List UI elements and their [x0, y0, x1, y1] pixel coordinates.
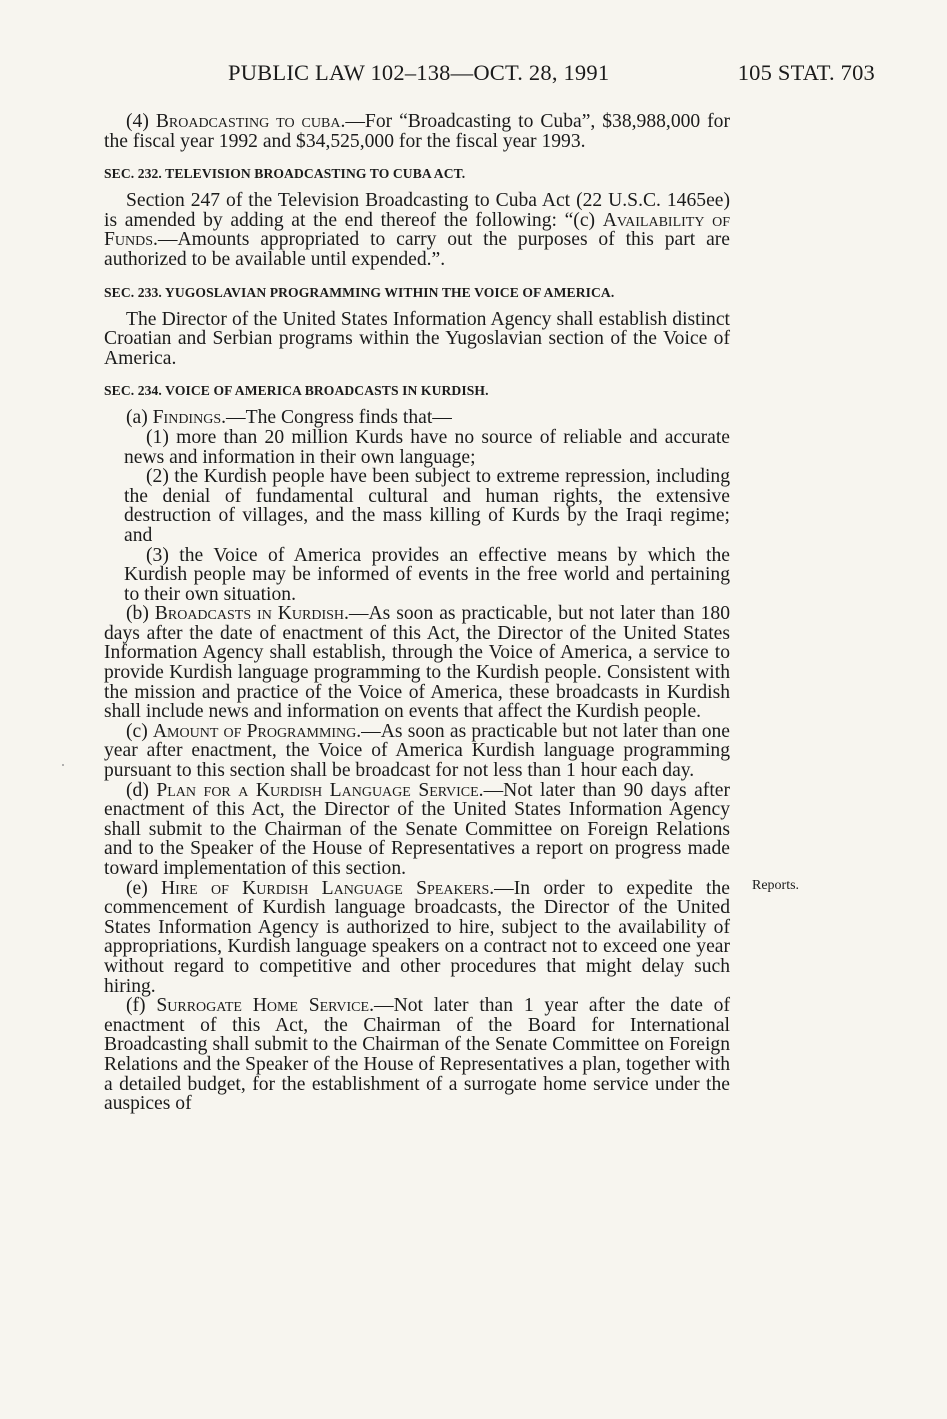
page-header [0, 60, 947, 92]
section-233-text: The Director of the United States Information Agency shall establish distinct Croatian and Serbian programs within the Yugoslavian section of the Voice of America. [104, 308, 730, 369]
running-title: PUBLIC LAW 102–138—OCT. 28, 1991 [228, 60, 610, 85]
subsection-b-broadcasts: (b) Broadcasts in Kurdish.—As soon as practicable, but not later than 180 days after the date of enactment of this Act, the Director of the United States Information Agency shall establish, through the Voice of America, a service to provide Kurdish language programming to the Kurdish people. Consistent with the mission and practice of the Voice of America, these broadcasts in Kurdish shall include news and information on events that affect the Kurdish people. [104, 603, 730, 723]
margin-note-reports: Reports. [752, 878, 800, 893]
document-body [104, 112, 730, 1114]
scan-speck [62, 764, 64, 766]
subsection-c-amount: (c) Amount of Programming.—As soon as practicable but not later than one year after enactment, the Voice of America Kurdish language programming pursuant to this section shall be broadcast for not less than 1 hour each day. [104, 720, 730, 782]
subsection-e-hire: (e) Hire of Kurdish Language Speakers.—In order to expedite the commencement of Kurdish language broadcasts, the Director of the United States Information Agency is authorized to hire, subject to the availability of appropriations, Kurdish language speakers on a contract not to exceed one year without regard to competitive and other procedures that might delay such hiring. [104, 877, 730, 997]
finding-1: (1) more than 20 million Kurds have no source of reliable and accurate news and information in their own language; [124, 426, 730, 468]
statute-page-number: 105 STAT. 703 [737, 60, 875, 85]
subsection-f-surrogate: (f) Surrogate Home Service.—Not later than 1 year after the date of enactment of this Act, the Chairman of the Board for International Broadcasting shall submit to the Chairman of the Senate Committee on Foreign Relations and the Speaker of the House of Representatives a plan, together with a detailed budget, for the establishment of a surrogate home service under the auspices of [104, 995, 731, 1115]
finding-2: (2) the Kurdish people have been subject to extreme repression, including the denial of fundamental cultural and human rights, the extensive destruction of villages, and the mass killing of Kurds by the Iraqi regime; and [124, 466, 730, 546]
section-heading-233: SEC. 233. YUGOSLAVIAN PROGRAMMING WITHIN THE VOICE OF AMERICA. [104, 284, 615, 300]
section-heading-234: SEC. 234. VOICE OF AMERICA BROADCASTS IN KURDISH. [104, 383, 489, 399]
subsection-a-findings: (a) Findings.—The Congress finds that— [126, 407, 452, 429]
section-232-text: Section 247 of the Television Broadcasting to Cuba Act (22 U.S.C. 1465ee) is amended by adding at the end thereof the following: “(c) Availability of Funds.—Amounts appropriated to carry out the purposes of this part are authorized to be available until expended.”. [104, 190, 730, 270]
subsection-d-plan: (d) Plan for a Kurdish Language Service.—Not later than 90 days after enactment of this Act, the Director of the United States Information Agency shall submit to the Chairman of the Senate Committee on Foreign Relations and to the Speaker of the House of Representatives a report on progress made toward implementation of this section. [104, 779, 731, 879]
paragraph-4-broadcasting-to-cuba: (4) Broadcasting to cuba.—For “Broadcasting to Cuba”, $38,988,000 for the fiscal year 1992 and $34,525,000 for the fiscal year 1993. [104, 111, 731, 152]
finding-3: (3) the Voice of America provides an effective means by which the Kurdish people may be informed of events in the free world and pertaining to their own situation. [124, 544, 730, 605]
section-heading-232: SEC. 232. TELEVISION BROADCASTING TO CUBA ACT. [104, 166, 466, 182]
